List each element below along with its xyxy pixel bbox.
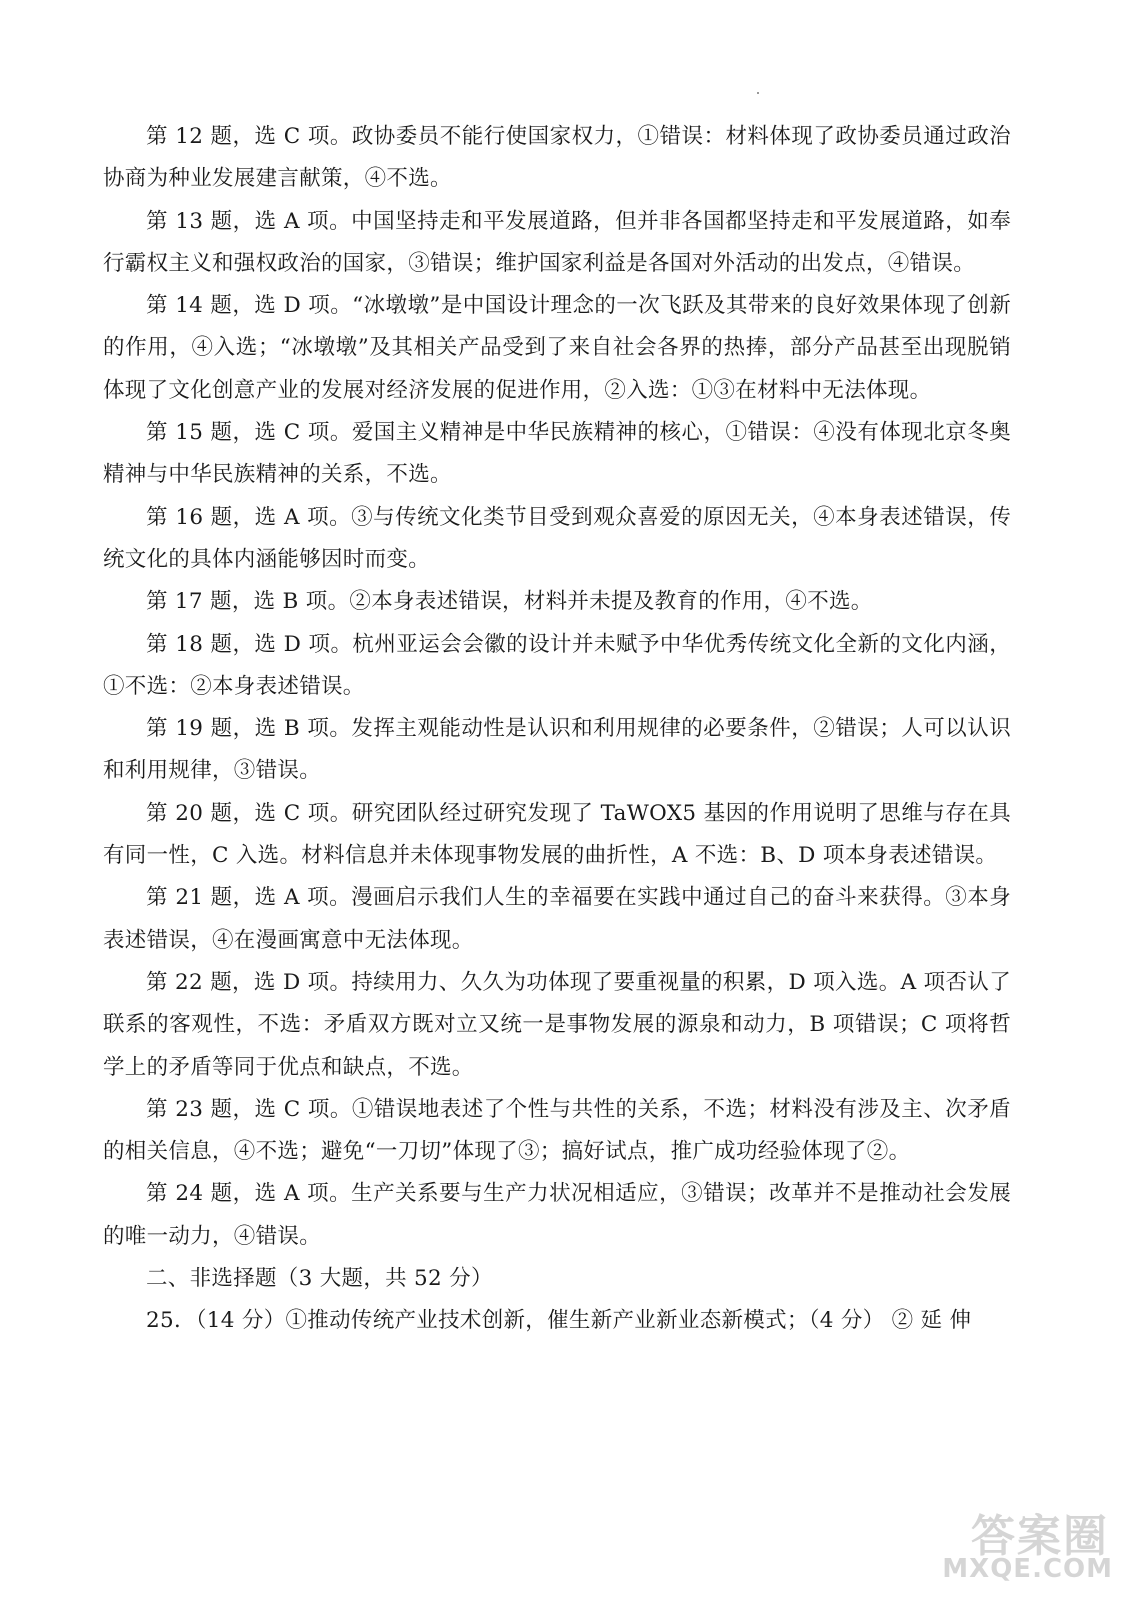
answer-explanation-q15: 第 15 题，选 C 项。爱国主义精神是中华民族精神的核心，①错误：④没有体现北京冬奥精神与中华民族精神的关系，不选。 [103,420,1011,488]
answer-explanation-q12: 第 12 题，选 C 项。政协委员不能行使国家权力，①错误：材料体现了政协委员通过政治协商为种业发展建言献策，④不选。 [103,124,1011,192]
scan-dot [757,92,759,94]
answer-explanation-q18: 第 18 题，选 D 项。杭州亚运会会徽的设计并未赋予中华优秀传统文化全新的文化内涵，①不选：②本身表述错误。 [103,631,1011,699]
answer-explanation-q13: 第 13 题，选 A 项。中国坚持走和平发展道路，但并非各国都坚持走和平发展道路，如奉行霸权主义和强权政治的国家，③错误；维护国家利益是各国对外活动的出发点，④错误。 [103,208,1011,276]
watermark-logo [942,1500,1117,1584]
answer-q25: 25．（14 分）①推动传统产业技术创新，催生新产业新业态新模式；（4 分） ② 延 伸 [146,1308,972,1334]
answer-explanation-q24: 第 24 题，选 A 项。生产关系要与生产力状况相适应，③错误；改革并不是推动社会发展的唯一动力，④错误。 [103,1181,1011,1249]
watermark-url: MXQE.COM [942,1554,1113,1584]
answer-explanation-q17: 第 17 题，选 B 项。②本身表述错误，材料并未提及教育的作用，④不选。 [146,589,873,615]
answer-explanation-q19: 第 19 题，选 B 项。发挥主观能动性是认识和利用规律的必要条件，②错误；人可以认识和利用规律，③错误。 [103,716,1011,784]
answer-explanation-q23: 第 23 题，选 C 项。①错误地表述了个性与共性的关系，不选；材料没有涉及主、次矛盾的相关信息，④不选；避免“一刀切”体现了③；搞好试点，推广成功经验体现了②。 [103,1096,1011,1165]
answer-explanation-q16: 第 16 题，选 A 项。③与传统文化类节目受到观众喜爱的原因无关，④本身表述错误，传统文化的具体内涵能够因时而变。 [103,504,1011,572]
document-body [103,116,1011,1343]
answer-explanation-q20: 第 20 题，选 C 项。研究团队经过研究发现了 TaWOX5 基因的作用说明了思维与存在具有同一性，C 入选。材料信息并未体现事物发展的曲折性，A 不选：B、D 项本身表述错误。 [103,800,1011,869]
watermark-logo-text: 答案圈 [971,1511,1109,1562]
section-heading: 二、非选择题（3 大题，共 52 分） [146,1266,493,1292]
answer-explanation-q22: 第 22 题，选 D 项。持续用力、久久为功体现了要重视量的积累，D 项入选。A 项否认了联系的客观性，不选：矛盾双方既对立又统一是事物发展的源泉和动力，B 项错误；C 项将哲学上的矛盾等同于优点和缺点，不选。 [103,969,1011,1080]
answer-explanation-q21: 第 21 题，选 A 项。漫画启示我们人生的幸福要在实践中通过自己的奋斗来获得。③本身表述错误，④在漫画寓意中无法体现。 [103,885,1011,953]
answer-explanation-q14: 第 14 题，选 D 项。“冰墩墩”是中国设计理念的一次飞跃及其带来的良好效果体现了创新的作用，④入选；“冰墩墩”及其相关产品受到了来自社会各界的热捧，部分产品甚至出现脱销体现了文化创意产业的发展对经济发展的促进作用，②入选：①③在材料中无法体现。 [103,293,1011,403]
